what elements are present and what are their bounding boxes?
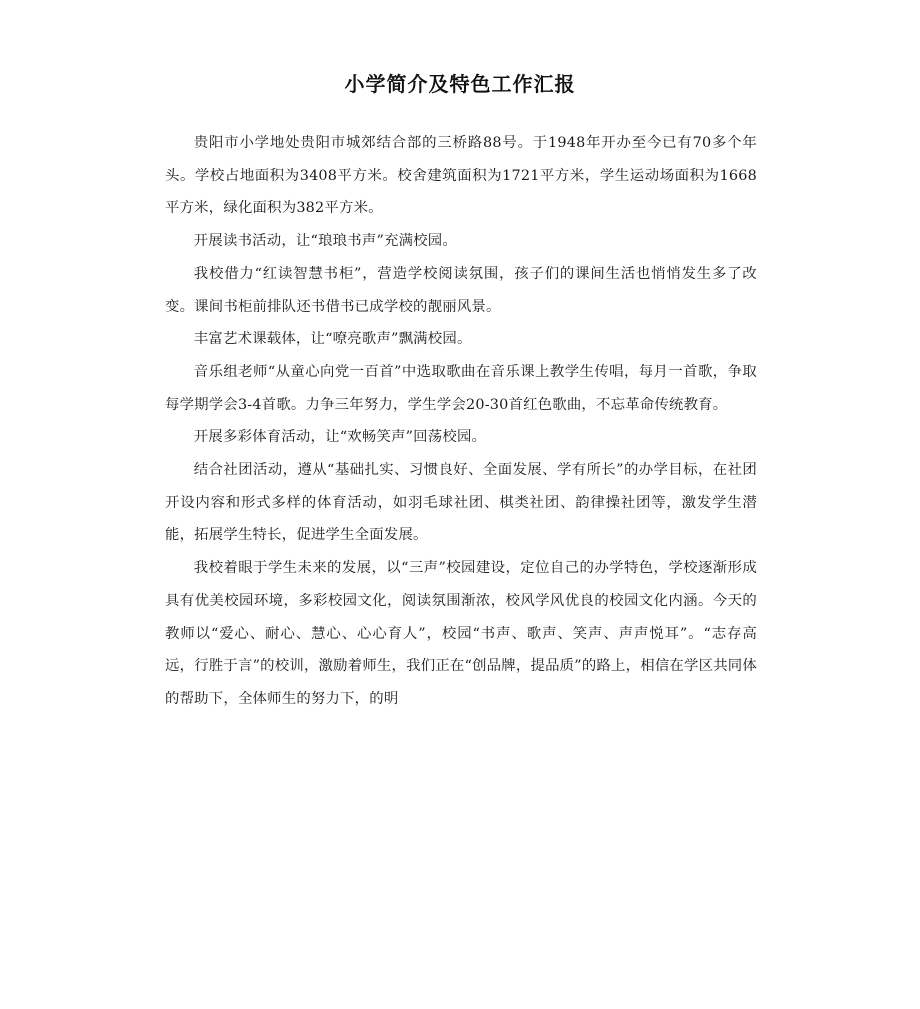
paragraph-art-detail: 音乐组老师“从童心向党一百首”中选取歌曲在音乐课上教学生传唱，每月一首歌，争取每学期学会3-4首歌。力争三年努力，学生学会20-30首红色歌曲，不忘革命传统教育。 <box>165 363 757 413</box>
paragraph-sports-heading: 开展多彩体育活动，让“欢畅笑声”回荡校园。 <box>193 429 487 446</box>
paragraph-school-intro: 贵阳市小学地处贵阳市城郊结合部的三桥路88号。于1948年开办至今已有70多个年头。学校占地面积为3408平方米。校舍建筑面积为1721平方米，学生运动场面积为1668平方米，绿化面积为382平方米。 <box>165 135 757 217</box>
paragraph-reading-detail: 我校借力“红读智慧书柜”，营造学校阅读氛围，孩子们的课间生活也悄悄发生多了改变。课间书柜前排队还书借书已成学校的靓丽风景。 <box>165 265 757 315</box>
document-title: 小学简介及特色工作汇报 <box>344 72 576 96</box>
paragraph-art-heading: 丰富艺术课载体，让“嘹亮歌声”飘满校园。 <box>193 331 472 348</box>
paragraph-summary: 我校着眼于学生未来的发展，以“三声”校园建设，定位自己的办学特色，学校逐渐形成具有优美校园环境，多彩校园文化，阅读氛围渐浓，校风学风优良的校园文化内涵。今天的教师以“爱心、耐心、慧心、心心育人”，校园“书声、歌声、笑声、声声悦耳”。“志存高远，行胜于言”的校训，激励着师生，我们正在“创品牌，提品质”的路上，相信在学区共同体的帮助下，全体师生的努力下，的明 <box>165 560 757 707</box>
document-body <box>165 127 757 716</box>
paragraph-reading-heading: 开展读书活动，让“琅琅书声”充满校园。 <box>193 233 457 250</box>
paragraph-sports-detail: 结合社团活动，遵从“基础扎实、习惯良好、全面发展、学有所长”的办学目标，在社团开设内容和形式多样的体育活动，如羽毛球社团、棋类社团、韵律操社团等，激发学生潜能，拓展学生特长，促进学生全面发展。 <box>165 462 757 544</box>
